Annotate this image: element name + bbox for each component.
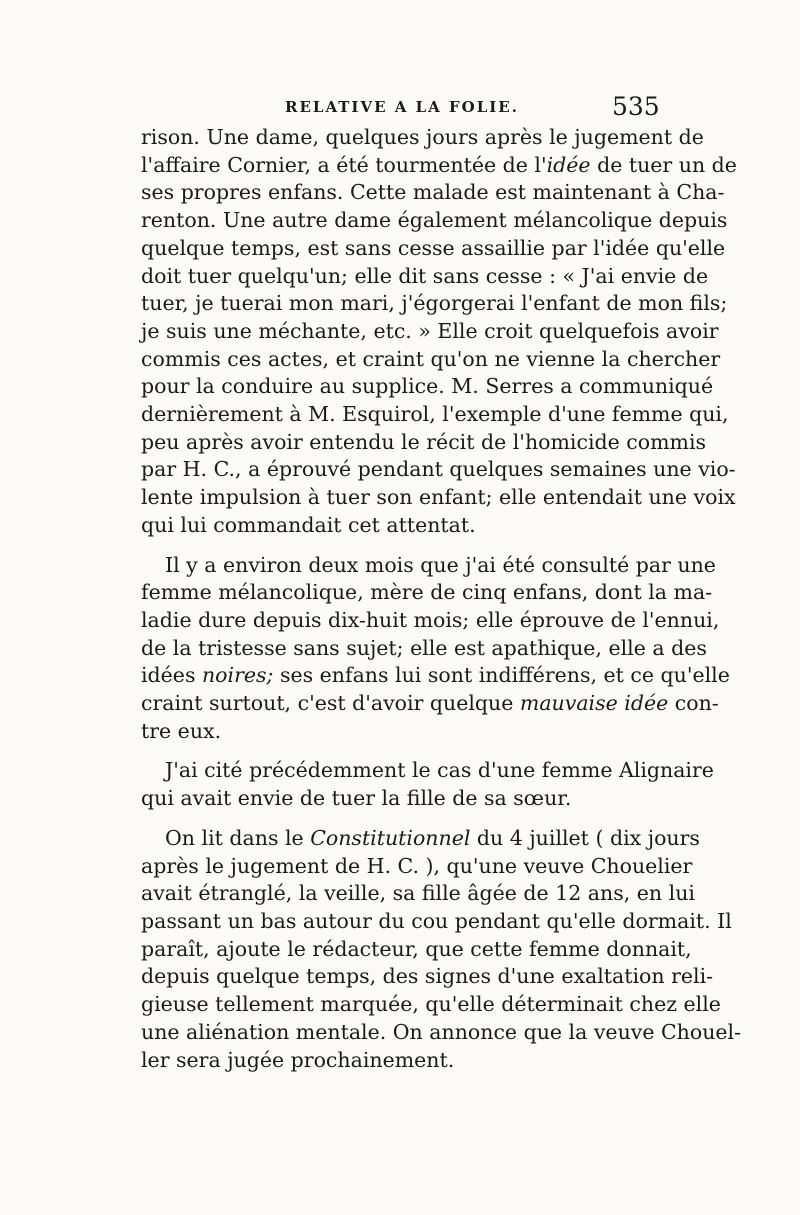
text-run: tre eux. (141, 718, 222, 743)
text-run: paraît, ajoute le rédacteur, que cette femme donnait, (141, 936, 692, 961)
text-run: J'ai cité précédemment le cas d'une femme Alignaire (165, 758, 714, 783)
text-line (141, 235, 726, 263)
text-run: tuer, je tuerai mon mari, j'égorgerai l'enfant de mon fils; (141, 291, 728, 316)
text-line (141, 963, 714, 991)
text-run: peu après avoir entendu le récit de l'homicide commis (141, 429, 707, 454)
running-title: RELATIVE A LA FOLIE. (285, 98, 519, 116)
text-line (141, 124, 704, 152)
text-line (141, 484, 736, 512)
paragraph (141, 757, 714, 812)
italic-text: Constitutionnel (310, 825, 471, 850)
paragraph-gap (141, 745, 657, 757)
text-line (141, 785, 657, 813)
text-line (141, 1047, 657, 1075)
paragraph (141, 825, 742, 1074)
paragraph-gap (141, 813, 657, 825)
text-run: commis ces actes, et craint qu'on ne vienne la chercher (141, 346, 721, 371)
text-line (141, 318, 719, 346)
text-run: depuis quelque temps, des signes d'une exaltation reli- (141, 964, 714, 989)
text-run: ses propres enfans. Cette malade est maintenant à Cha- (141, 180, 725, 205)
text-line (141, 635, 707, 663)
italic-text: noires; (201, 663, 274, 688)
text-line (141, 880, 695, 908)
text-line (141, 690, 719, 718)
text-run: après le jugement de H. C. ), qu'une veuve Chouelier (141, 853, 693, 878)
text-line (141, 908, 732, 936)
text-run: idées (141, 663, 202, 688)
text-run: passant un bas autour du cou pendant qu'elle dormait. Il (141, 908, 732, 933)
text-run: de tuer un de (590, 152, 737, 177)
page-number: 535 (612, 92, 660, 121)
paragraph-gap (141, 540, 657, 552)
text-run: con- (668, 691, 719, 716)
text-line (141, 207, 728, 235)
text-run: craint surtout, c'est d'avoir quelque (141, 691, 520, 716)
text-run: avait étranglé, la veille, sa fille âgée de 12 ans, en lui (141, 881, 695, 906)
body-text (141, 124, 742, 1074)
text-line (141, 429, 707, 457)
italic-text: mauvaise idée (519, 691, 669, 716)
text-line (141, 825, 700, 853)
text-line (141, 401, 729, 429)
text-run: pour la conduire au supplice. M. Serres a communiqué (141, 374, 714, 399)
text-run: qui lui commandait cet attentat. (141, 512, 476, 537)
text-line (141, 607, 720, 635)
text-run: ladie dure depuis dix-huit mois; elle éprouve de l'ennui, (141, 607, 720, 632)
text-line (141, 662, 730, 690)
text-run: ses enfans lui sont indifférens, et ce qu'elle (273, 663, 730, 688)
text-line (141, 263, 709, 291)
text-run: du 4 juillet ( dix jours (470, 825, 700, 850)
text-run: renton. Une autre dame également mélancolique depuis (141, 208, 728, 233)
text-run: par H. C., a éprouvé pendant quelques semaines une vio- (141, 457, 736, 482)
text-line (141, 757, 714, 785)
text-run: qui avait envie de tuer la fille de sa sœur. (141, 786, 572, 811)
text-line (141, 290, 728, 318)
text-line (141, 718, 657, 746)
text-line (141, 456, 736, 484)
text-run: doit tuer quelqu'un; elle dit sans cesse : « J'ai envie de (141, 263, 709, 288)
paragraph (141, 124, 737, 540)
text-line (141, 512, 657, 540)
text-run: lente impulsion à tuer son enfant; elle entendait une voix (141, 485, 736, 510)
text-run: gieuse tellement marquée, qu'elle déterminait chez elle (141, 992, 721, 1017)
paragraph (141, 552, 730, 746)
running-head (0, 92, 800, 126)
text-run: rison. Une dame, quelques jours après le jugement de (141, 125, 704, 149)
text-line (141, 179, 725, 207)
text-line (141, 936, 692, 964)
text-run: dernièrement à M. Esquirol, l'exemple d'une femme qui, (141, 402, 729, 427)
text-line (141, 853, 693, 881)
text-run: femme mélancolique, mère de cinq enfans, dont la ma- (141, 580, 713, 605)
text-run: je suis une méchante, etc. » Elle croit quelquefois avoir (141, 318, 719, 343)
text-run: de la tristesse sans sujet; elle est apathique, elle a des (141, 635, 707, 660)
text-line (141, 346, 721, 374)
text-line (141, 152, 737, 180)
text-run: On lit dans le (165, 825, 311, 850)
text-run: une aliénation mentale. On annonce que la veuve Chouel- (141, 1019, 742, 1044)
text-line (141, 373, 714, 401)
text-run: ler sera jugée prochainement. (141, 1047, 455, 1072)
text-line (141, 991, 721, 1019)
text-run: Il y a environ deux mois que j'ai été consulté par une (165, 552, 716, 577)
text-line (141, 552, 716, 580)
text-run: quelque temps, est sans cesse assaillie par l'idée qu'elle (141, 235, 726, 260)
text-run: l'affaire Cornier, a été tourmentée de l' (141, 152, 547, 177)
italic-text: idée (546, 152, 591, 177)
text-line (141, 579, 713, 607)
text-line (141, 1019, 742, 1047)
